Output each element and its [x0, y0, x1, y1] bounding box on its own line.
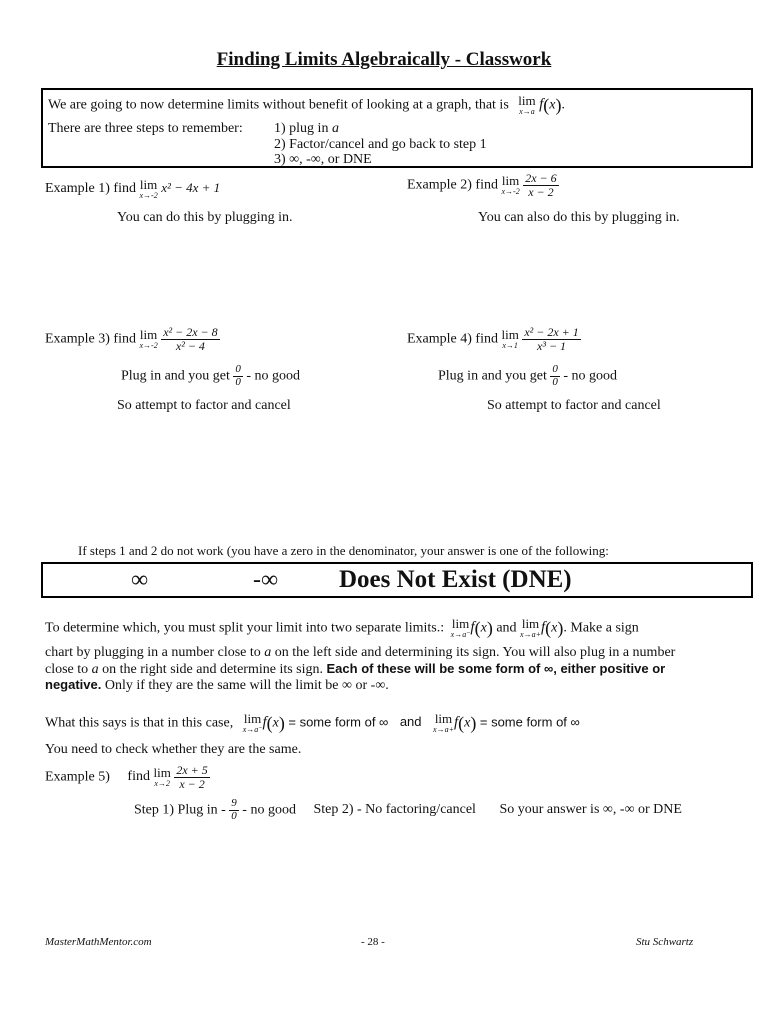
split-line-4: negative. Only if they are the same will the limit be ∞ or -∞.	[45, 677, 389, 693]
example-3-note-2: So attempt to factor and cancel	[117, 398, 291, 413]
answer-options-box	[41, 562, 753, 598]
example-5: Example 5) find lim x→2 $\frac{2x + 5}{x - 2}$	[45, 763, 208, 791]
split-line-3: close to a on the right side and determine its sign. Each of these will be some form of ∞, either positive or	[45, 661, 666, 677]
example-3-fraction: $\frac{\text{x² − 2x − 8}}{\text{x² − 4}}$	[163, 325, 218, 353]
example-1-note: You can do this by plugging in.	[117, 210, 293, 225]
example-4-fraction: $\frac{\text{x² − 2x + 1}}{\text{x³ − 1}}$	[524, 325, 579, 353]
example-4: Example 4) find lim x→1 $\frac{\text{x² − 2x + 1}}{\text{x³ − 1}}$	[407, 325, 579, 353]
footer-author: Stu Schwartz	[636, 936, 694, 948]
example-2-limit: lim x→-2	[501, 173, 520, 197]
split-line-1: To determine which, you must split your limit into two separate limits.: lim x→a⁻ f(x) and lim x→a+ f(x). Make a sign	[45, 616, 639, 640]
check-same: You need to check whether they are the same.	[45, 742, 302, 757]
intro-step-2: 2) Factor/cancel and go back to step 1	[274, 137, 487, 152]
example-1-limit: lim x→-2	[139, 177, 158, 200]
example-5-limit: lim x→2	[153, 765, 171, 789]
example-3-limit: lim x→-2	[139, 327, 158, 351]
intro-box	[41, 88, 753, 168]
example-3-note-1: Plug in and you get $\frac{0}{0}$ - no good	[121, 363, 301, 388]
split-line-2: chart by plugging in a number close to a on the left side and determining its sign. You will also plug in a number	[45, 645, 676, 660]
dne-option: Does Not Exist (DNE)	[339, 566, 572, 593]
example-4-limit: lim x→1	[501, 327, 519, 351]
intro-limit: lim x→a	[518, 93, 536, 117]
infinity-option: ∞	[131, 567, 149, 593]
example-1: Example 1) find lim x→-2 x² − 4x + 1	[45, 177, 221, 200]
intro-line-2: There are three steps to remember:	[48, 121, 243, 136]
dne-intro: If steps 1 and 2 do not work (you have a zero in the denominator, your answer is one of the following:	[78, 543, 609, 558]
right-limit: lim x→a+	[520, 616, 541, 640]
example-4-note-1: Plug in and you get $\frac{0}{0}$ - no good	[438, 363, 618, 388]
intro-line-1: We are going to now determine limits without benefit of looking at a graph, that is lim x→a f(x).	[48, 93, 566, 117]
example-2-note: You can also do this by plugging in.	[478, 210, 680, 225]
what-this-says: What this says is that in this case, lim x→a⁻ f(x) = some form of ∞ and lim x→a+ f(x) = some form of ∞	[45, 711, 580, 735]
example-4-note-2: So attempt to factor and cancel	[487, 398, 661, 413]
neg-infinity-option: -∞	[253, 567, 279, 593]
example-2: Example 2) find lim x→-2 $\frac{2x - 6}{x - 2}$	[407, 171, 557, 199]
left-limit: lim x→a⁻	[450, 616, 471, 640]
example-3: Example 3) find lim x→-2 $\frac{\text{x² − 2x − 8}}{\text{x² − 4}}$	[45, 325, 218, 353]
intro-step-3: 3) ∞, -∞, or DNE	[274, 152, 372, 167]
example-5-steps: Step 1) Plug in - $\frac{9}{0}$ - no good Step 2) - No factoring/cancel So your answer is ∞, -∞ or DNE	[134, 797, 682, 822]
example-2-fraction: $\frac{2x - 6}{x - 2}$	[525, 171, 557, 199]
example-5-fraction: $\frac{2x + 5}{x - 2}$	[176, 763, 208, 791]
footer-website: MasterMathMentor.com	[45, 936, 152, 948]
footer-page-number: - 28 -	[361, 936, 385, 948]
intro-step-1: 1) plug in a	[274, 121, 339, 136]
page-title: Finding Limits Algebraically - Classwork	[216, 49, 552, 70]
